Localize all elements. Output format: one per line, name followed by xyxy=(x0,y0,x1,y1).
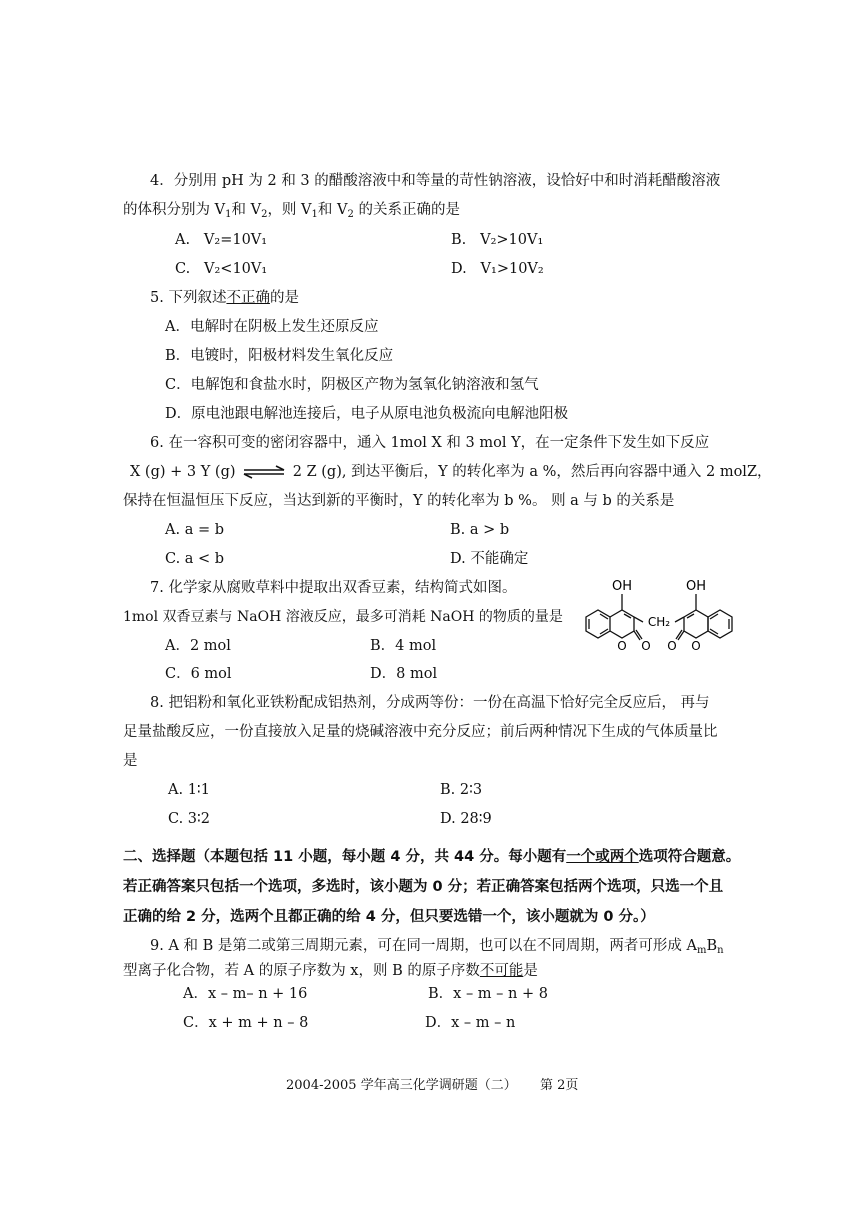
q9-option-a: A．x – m– n + 16 xyxy=(183,986,308,1002)
q6-stem-line3: 保持在恒温恒压下反应，当达到新的平衡时，Y 的转化率为 b %。 则 a 与 b 的关系是 xyxy=(123,493,675,509)
q9-text: 9. A 和 B 是第二或第三周期元素，可在同一周期，也可以在不同周期，两者可形成 A xyxy=(150,938,697,954)
carbonyl-oxygen-right: O xyxy=(667,639,677,653)
q6-stem-line2 xyxy=(130,462,772,482)
q6-option-d: D. 不能确定 xyxy=(450,551,529,567)
q6-option-c: C. a < b xyxy=(165,551,225,567)
footer-page-number: 第 2页 xyxy=(540,1078,579,1093)
q6-option-b: B. a > b xyxy=(450,522,510,538)
q8-option-c: C. 3∶2 xyxy=(168,811,211,827)
q9-stem-line2 xyxy=(123,961,538,981)
q4-sub: 2 xyxy=(347,209,354,220)
option-text: V₂=10V₁ xyxy=(203,232,268,248)
q9-option-d: D．x – m – n xyxy=(425,1015,516,1031)
q4-option-a xyxy=(175,230,267,250)
q4-sub: 1 xyxy=(311,209,318,220)
q9-option-b: B．x – m – n + 8 xyxy=(428,986,548,1002)
q9-sub: n xyxy=(717,945,724,956)
q5-text: 5. 下列叙述 xyxy=(150,290,227,306)
q9-option-c: C．x + m + n – 8 xyxy=(183,1015,309,1031)
q8-option-b: B. 2∶3 xyxy=(440,782,483,798)
option-label: A. xyxy=(175,232,191,248)
q5-option-b: B．电镀时，阳极材料发生氧化反应 xyxy=(165,348,394,364)
q6-stem-line1: 6. 在一容积可变的密闭容器中，通入 1mol X 和 3 mol Y，在一定条件下发生如下反应 xyxy=(150,435,710,451)
q7-option-c: C．6 mol xyxy=(165,666,232,682)
option-text: V₁>10V₂ xyxy=(480,261,544,277)
q4-text: 和 V xyxy=(317,202,348,218)
q8-stem-line3: 是 xyxy=(123,753,138,769)
option-label: D. xyxy=(451,261,467,277)
q8-option-d: D. 28∶9 xyxy=(440,811,492,827)
ring-oxygen-left: O xyxy=(617,639,627,653)
q4-stem-line1: 4．分别用 pH 为 2 和 3 的醋酸溶液中和等量的苛性钠溶液，设恰好中和时消耗醋酸溶液 xyxy=(150,173,721,189)
q5-option-c: C．电解饱和食盐水时，阴极区产物为氢氧化钠溶液和氢气 xyxy=(165,377,539,393)
option-text: V₂>10V₁ xyxy=(480,232,544,248)
dicoumarol-structure-diagram xyxy=(580,570,758,670)
q7-stem-line2: 1mol 双香豆素与 NaOH 溶液反应，最多可消耗 NaOH 的物质的量是 xyxy=(123,609,563,625)
q5-text: 的是 xyxy=(269,290,299,306)
option-text: V₂<10V₁ xyxy=(204,261,268,277)
option-label: B. xyxy=(451,232,467,248)
section2-line2: 若正确答案只包括一个选项，多选时，该小题为 0 分；若正确答案包括两个选项，只选一个且 xyxy=(123,879,724,895)
q5-stem xyxy=(150,288,299,308)
q9-text: 是 xyxy=(523,963,538,979)
q7-option-d: D．8 mol xyxy=(370,666,438,682)
equilibrium-arrow-icon xyxy=(242,465,286,479)
q8-stem-line1: 8. 把铝粉和氧化亚铁粉配成铝热剂，分成两等份：一份在高温下恰好完全反应后， 再与 xyxy=(150,695,710,711)
q4-stem-line2 xyxy=(123,200,460,220)
q4-sub: 2 xyxy=(261,209,268,220)
q4-option-c xyxy=(175,259,267,279)
q6-text: 2 Z (g), 到达平衡后，Y 的转化率为 a %，然后再向容器中通入 2 molZ， xyxy=(292,464,772,480)
q4-option-b xyxy=(451,230,543,250)
q7-option-b: B．4 mol xyxy=(370,638,437,654)
section2-line3: 正确的给 2 分，选两个且都正确的给 4 分，但只要选错一个，该小题就为 0 分。） xyxy=(123,909,655,925)
ring-oxygen-right: O xyxy=(691,639,701,653)
oh-left-label: OH xyxy=(611,579,633,594)
q4-text: ，则 V xyxy=(267,202,312,218)
q9-text: B xyxy=(706,938,718,954)
option-label: C. xyxy=(175,261,191,277)
q4-text: 的体积分别为 V xyxy=(123,202,226,218)
q4-text: 和 V xyxy=(231,202,262,218)
q9-sub: m xyxy=(696,945,707,956)
q7-stem-line1: 7. 化学家从腐败草料中提取出双香豆素，结构简式如图。 xyxy=(150,580,517,596)
section2-text: 二、选择题（本题包括 11 小题，每小题 4 分，共 44 分。每小题有 xyxy=(123,849,567,865)
section2-line1 xyxy=(123,847,740,867)
q9-underlined: 不可能 xyxy=(479,963,524,979)
q9-text: 型离子化合物，若 A 的原子序数为 x，则 B 的原子序数 xyxy=(123,963,480,979)
q6-option-a: A. a = b xyxy=(165,522,224,538)
q5-underlined: 不正确 xyxy=(226,290,270,306)
carbonyl-oxygen-left: O xyxy=(641,639,651,653)
q6-text: X (g) + 3 Y (g) xyxy=(130,464,236,480)
q7-option-a: A．2 mol xyxy=(165,638,231,654)
q5-option-a: A．电解时在阴极上发生还原反应 xyxy=(165,319,379,335)
q4-option-d xyxy=(451,259,544,279)
q4-sub: 1 xyxy=(225,209,232,220)
section2-underlined: 一个或两个 xyxy=(566,849,639,865)
section2-text: 选项符合题意。 xyxy=(638,849,741,865)
q9-stem-line1 xyxy=(150,936,724,956)
q8-option-a: A. 1∶1 xyxy=(168,782,210,798)
q5-option-d: D．原电池跟电解池连接后，电子从原电池负极流向电解池阳极 xyxy=(165,406,569,422)
footer-title: 2004-2005 学年高三化学调研题（二） xyxy=(286,1078,517,1093)
oh-right-label: OH xyxy=(685,579,707,594)
q8-stem-line2: 足量盐酸反应，一份直接放入足量的烧碱溶液中充分反应；前后两种情况下生成的气体质量比 xyxy=(123,724,718,740)
q4-text: 的关系正确的是 xyxy=(353,202,460,218)
ch2-label: CH₂ xyxy=(647,615,671,629)
